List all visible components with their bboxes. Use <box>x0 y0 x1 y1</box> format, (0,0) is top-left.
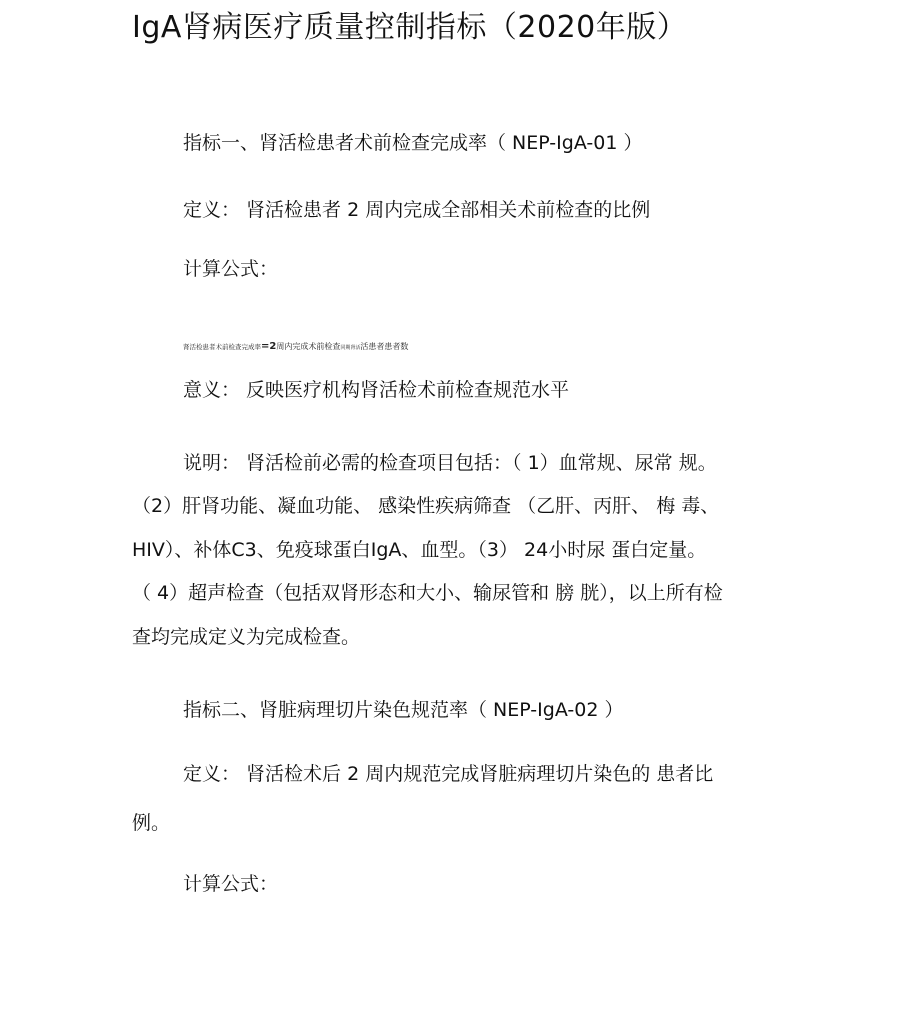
document-title: IgA肾病医疗质量控制指标（2020年版） <box>132 10 688 45</box>
indicator1-definition: 定义： 肾活检患者 2 周内完成全部相关术前检查的比例 <box>183 199 651 221</box>
indicator2-definition-line-2: 例。 <box>132 812 171 834</box>
indicator2-heading: 指标二、肾脏病理切片染色规范率（ NEP-IgA-02 ） <box>183 699 624 721</box>
indicator2-definition-line-1: 定义： 肾活检术后 2 周内规范完成肾脏病理切片染色的 患者比 <box>183 763 714 785</box>
indicator1-note-line-1: 说明： 肾活检前必需的检查项目包括：（ 1）血常规、尿常 规。 <box>183 452 717 474</box>
formula-rhs-b: 同期肾活 <box>340 345 361 351</box>
indicator1-note-line-3: HIV）、补体C3、免疫球蛋白IgA、血型。（3） 24小时尿 蛋白定量。 <box>132 539 707 561</box>
indicator1-note-line-2: （2）肝肾功能、凝血功能、 感染性疾病筛查 （乙肝、丙肝、 梅 毒、 <box>132 495 720 517</box>
indicator1-meaning: 意义： 反映医疗机构肾活检术前检查规范水平 <box>183 379 570 401</box>
formula-equals: =2 <box>261 341 277 352</box>
indicator1-formula-label: 计算公式： <box>183 258 279 280</box>
formula-rhs-d: 患者数 <box>384 342 409 351</box>
indicator2-formula-label: 计算公式： <box>183 873 279 895</box>
indicator1-note-line-4: （ 4）超声检查（包括双肾形态和大小、输尿管和 膀 胱），以上所有检 <box>132 582 723 604</box>
indicator1-heading: 指标一、肾活检患者术前检查完成率（ NEP-IgA-01 ） <box>183 132 643 154</box>
indicator1-note-line-5: 查均完成定义为完成检查。 <box>132 626 361 648</box>
formula-rhs-a: 周内完成术前检查 <box>276 342 341 351</box>
formula-rhs-c: 活患者 <box>360 342 385 351</box>
indicator1-formula <box>183 341 408 352</box>
formula-lhs: 肾活检患者术前检查完成率 <box>183 343 261 351</box>
